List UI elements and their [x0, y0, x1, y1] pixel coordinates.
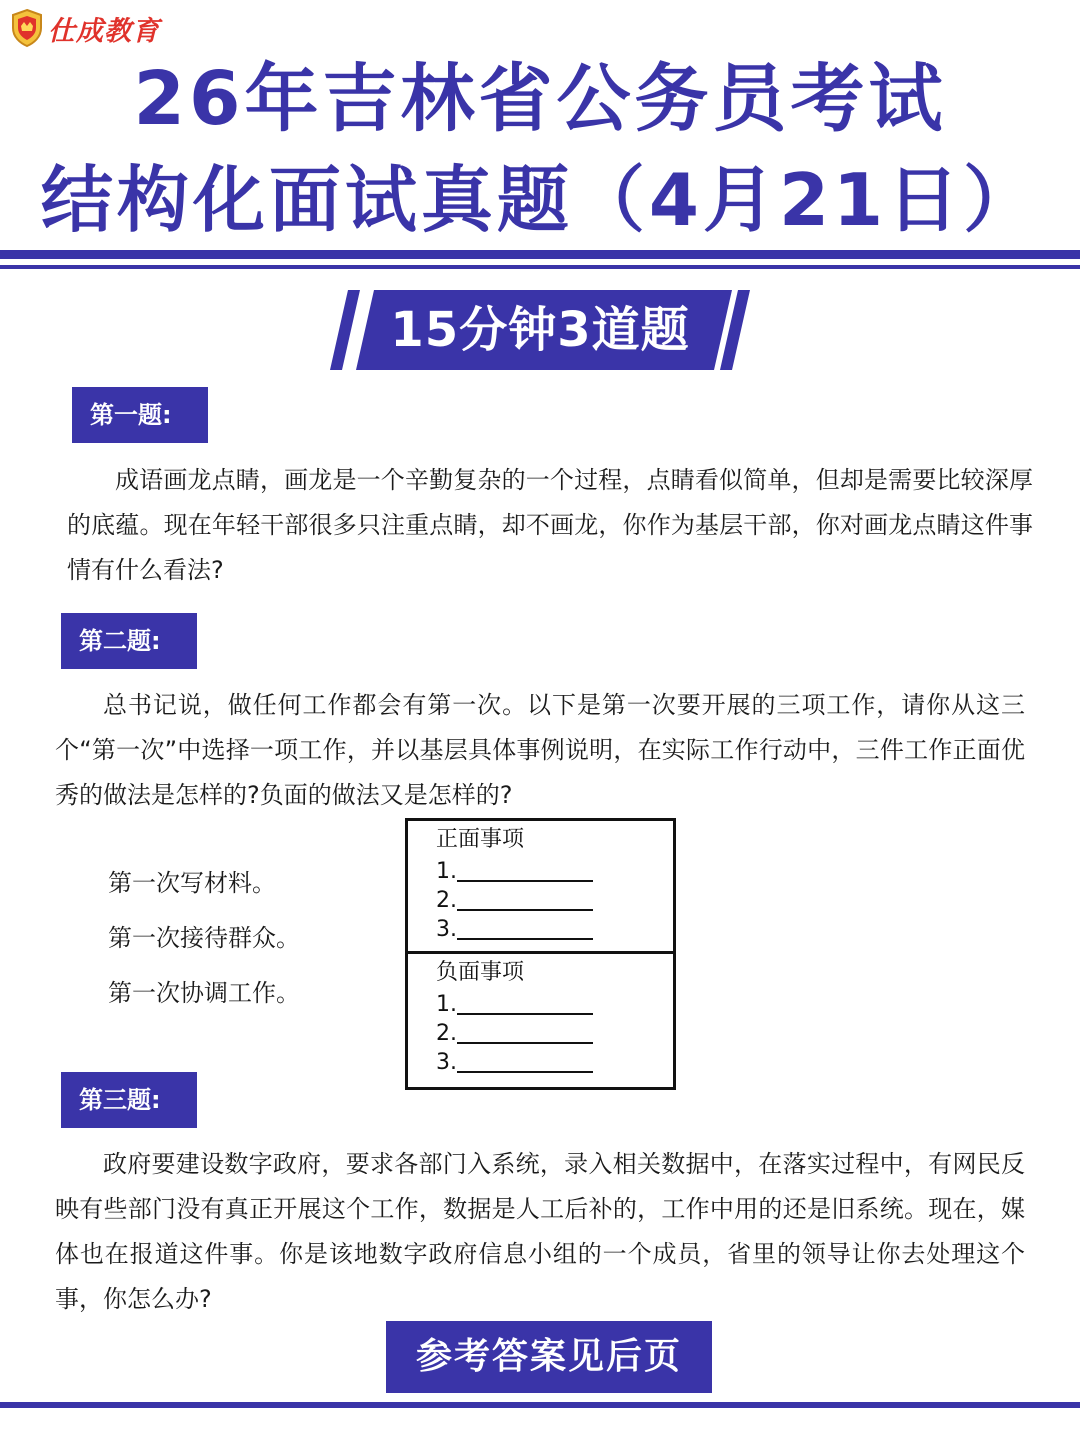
- footer-divider: [0, 1402, 1080, 1408]
- page-title-line-1: 26年吉林省公务员考试: [133, 56, 947, 142]
- brand-name: 仕成教育: [48, 15, 160, 47]
- positive-blank-1: 1.: [436, 857, 673, 886]
- positive-title: 正面事项: [436, 827, 525, 852]
- title-divider-thick: [0, 250, 1080, 259]
- question-1-tag: 第一题:: [72, 387, 208, 443]
- page-title-line-2: 结构化面试真题（4月21日）: [40, 158, 1040, 242]
- negative-title: 负面事项: [436, 960, 525, 985]
- positive-blank-2: 2.: [436, 886, 673, 915]
- see-answers-button: 参考答案见后页: [386, 1321, 712, 1393]
- choice-item: 第一次协调工作。: [108, 979, 300, 1007]
- negative-cell: [408, 954, 673, 1087]
- answer-table: [405, 818, 676, 1090]
- question-2-tag: 第二题:: [61, 613, 197, 669]
- subtitle-text: 15分钟3道题: [390, 302, 690, 358]
- question-3-tag: 第三题:: [61, 1072, 197, 1128]
- positive-blank-3: 3.: [436, 915, 673, 944]
- choice-item: 第一次写材料。: [108, 869, 276, 897]
- question-3-text: 政府要建设数字政府，要求各部门入系统，录入相关数据中，在落实过程中，有网民反映有些部门没有真正开展这个工作，数据是人工后补的，工作中用的还是旧系统。现在，媒体也在报道这件事。你是该地数字政府信息小组的一个成员，省里的领导让你去处理这个事，你怎么办?: [55, 1150, 1025, 1313]
- subtitle-banner: [330, 290, 750, 370]
- question-1-text: 成语画龙点睛，画龙是一个辛勤复杂的一个过程，点睛看似简单，但却是需要比较深厚的底蕴。现在年轻干部很多只注重点睛，却不画龙，你作为基层干部，你对画龙点睛这件事情有什么看法?: [67, 466, 1033, 584]
- title-divider-thin: [0, 265, 1080, 269]
- negative-blank-3: 3.: [436, 1048, 673, 1077]
- question-2-text: 总书记说，做任何工作都会有第一次。以下是第一次要开展的三项工作，请你从这三个“第一次”中选择一项工作，并以基层具体事例说明，在实际工作行动中，三件工作正面优秀的做法是怎样的?负面的做法又是怎样的?: [55, 691, 1025, 809]
- negative-blank-2: 2.: [436, 1019, 673, 1048]
- question-2-choices: [108, 860, 398, 1025]
- negative-blank-1: 1.: [436, 990, 673, 1019]
- choice-item: 第一次接待群众。: [108, 924, 300, 952]
- positive-cell: [408, 821, 673, 954]
